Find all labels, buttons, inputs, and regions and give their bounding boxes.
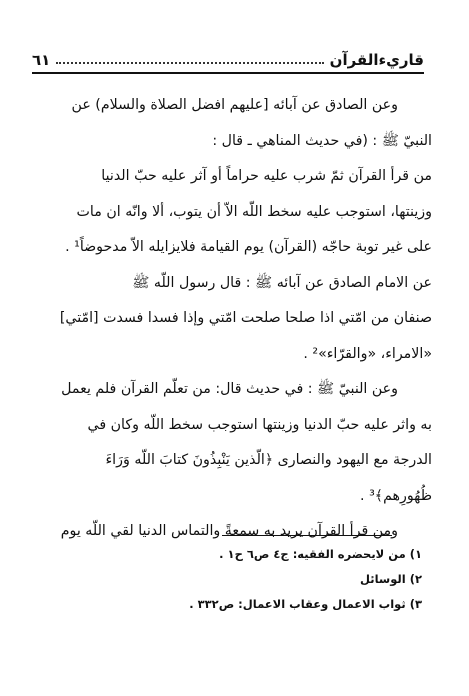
text-line: من قرأ القرآن ثمّ شرب عليه حراماً أو آثر عليه حبّ الدنيا [101,168,432,184]
text-line: عن الامام الصادق عن آبائه ﷺ : قال رسول اللّه ﷺ [132,274,432,291]
header-dot-leader [56,62,323,64]
text-line: به واثر عليه حبّ الدنيا وزينتها استوجب سخط اللّه وكان في [87,416,432,433]
text-line: على غير توبة حاجّه (القرآن) يوم القيامة فلايزايله الاّ مدحوضاً¹ . [65,239,432,255]
footnote: ٣) ثواب الاعمال وعقاب الاعمال: ص٣٣٢ . [189,597,422,611]
footnotes [28,542,422,617]
text-line: «الامراء، «والقرّاء»² . [303,345,432,362]
header-title: قاريءالقرآن [329,51,424,69]
text-line: ظُهُورِهم﴾³ . [360,487,432,504]
text-line: صنفان من امّتي اذا صلحا صلحت امّتي وإذا فسدا فسدت [امّتي] [59,310,432,326]
text-line: ومن قرأ القرآن يريد به سمعةً والتماس الدنيا لقي اللّه يوم [60,523,398,539]
text-line: الدرجة مع اليهود والنصارى ﴿الّذين يَنْبِذُونَ كتابَ اللّه وَرَاءَ [105,452,432,468]
running-header [32,42,424,74]
text-line: وزينتها، استوجب عليه سخط اللّه الاّ أن يتوب، ألا وانّه ان مات [76,203,432,220]
footnote: ٢) الوسائل [360,572,422,586]
text-line: النبيّ ﷺ : (في حديث المناهي ـ قال : [212,132,432,149]
footnote: ١) من لايحضره الفقيه: ج٤ ص٦ ح١ . [219,547,422,561]
text-line: وعن النبيّ ﷺ : في حديث قال: من تعلّم القرآن فلم يعمل [61,381,398,397]
main-text [28,88,432,550]
text-line: وعن الصادق عن آبائه [عليهم افضل الصلاة والسلام) عن [71,97,398,113]
footnote-separator [222,535,392,536]
page-number: ٦١ [32,51,51,69]
